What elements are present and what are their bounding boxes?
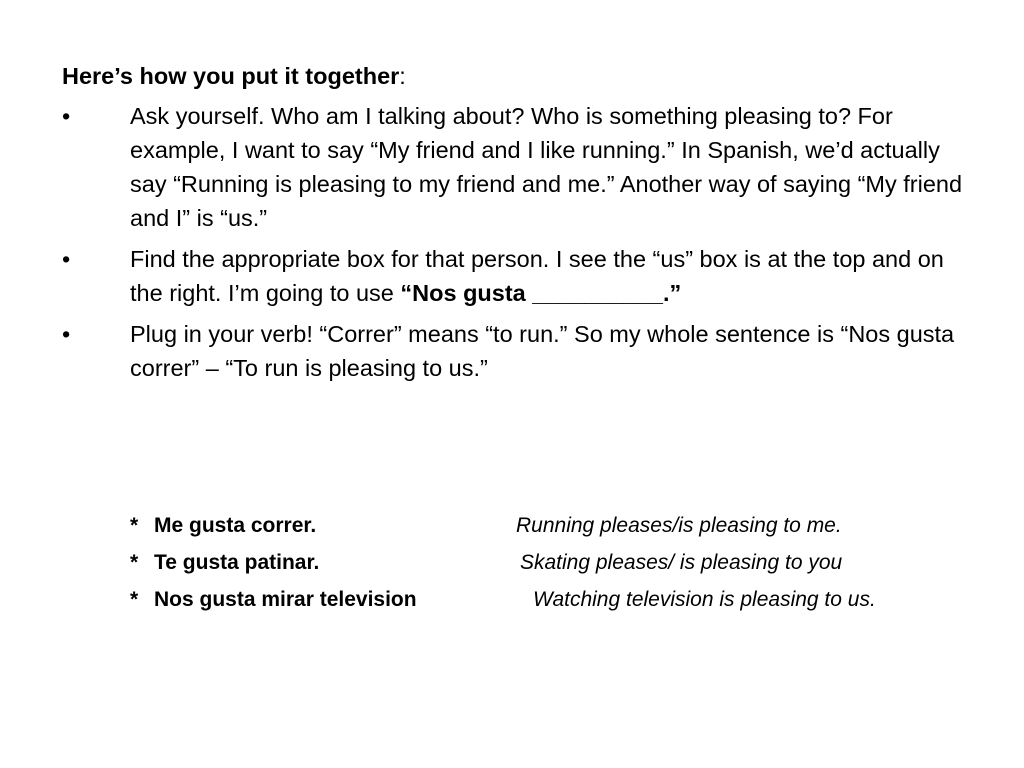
heading-bold-text: Here’s how you put it together (62, 63, 400, 89)
example-marker: * (130, 514, 139, 537)
heading (62, 60, 406, 93)
example-english: Watching television is pleasing to us. (533, 588, 876, 611)
bullet-text-wrapper (130, 242, 972, 310)
example-english: Skating pleases/ is pleasing to you (520, 551, 843, 574)
example-spanish: Te gusta patinar. (154, 551, 320, 574)
bullet-bold-text: “Nos gusta __________.” (400, 280, 682, 306)
bullet-marker: • (62, 321, 71, 347)
example-spanish: Nos gusta mirar television (154, 588, 417, 611)
bullet-text: Ask yourself. Who am I talking about? Who is something pleasing to? For example, I want to say “My friend and I like running.” In Spanish, we’d actually say “Running is pleasing to my friend and me.” Another way of saying “My friend and I” is “us.” (130, 103, 963, 231)
example-spanish: Me gusta correr. (154, 514, 317, 537)
example-row (130, 548, 990, 585)
example-marker: * (130, 588, 139, 611)
example-marker: * (130, 551, 139, 574)
bullet-item (62, 317, 972, 385)
example-list (130, 511, 990, 622)
bullet-item (62, 242, 972, 310)
bullet-marker: • (62, 103, 71, 129)
example-row (130, 585, 990, 622)
bullet-list (62, 99, 972, 392)
bullet-marker: • (62, 246, 71, 272)
example-english: Running pleases/is pleasing to me. (516, 514, 842, 537)
example-row (130, 511, 990, 548)
bullet-item (62, 99, 972, 235)
bullet-text: Find the appropriate box for that person. I see the “us” box is at the top and on the right. I’m going to use (130, 246, 944, 306)
heading-colon: : (399, 63, 406, 89)
bullet-text: Plug in your verb! “Correr” means “to run.” So my whole sentence is “Nos gusta correr” – “To run is pleasing to us.” (130, 321, 955, 381)
